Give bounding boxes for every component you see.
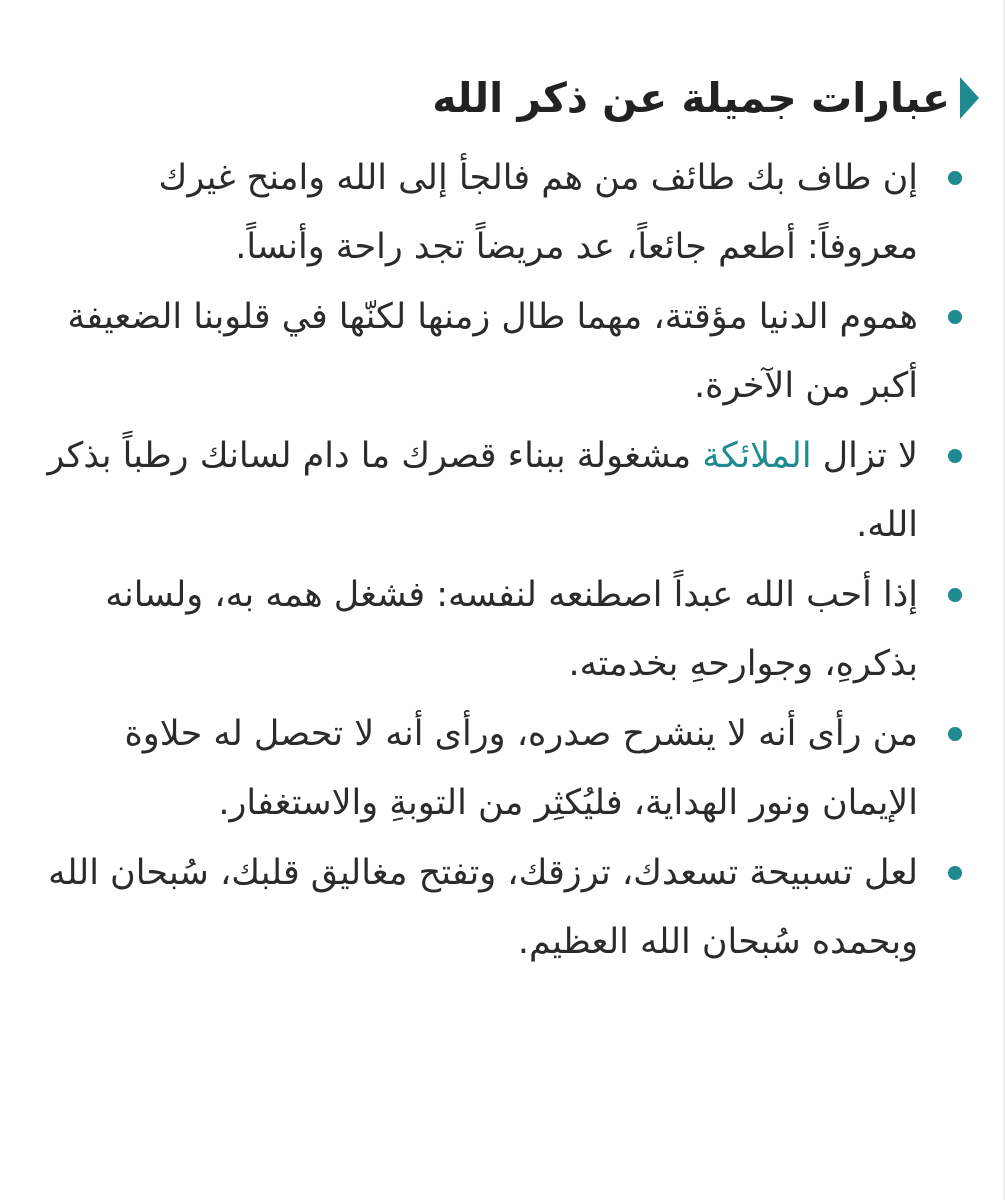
- heading-marker-icon: [960, 77, 979, 119]
- quotes-list: [39, 144, 979, 977]
- bullet-icon: [948, 866, 962, 880]
- quote-text: من رأى أنه لا ينشرح صدره، ورأى أنه لا تحصل له حلاوة الإيمان ونور الهداية، فليُكثِر من التوبةِ والاستغفار.: [124, 714, 918, 823]
- list-item: [39, 144, 979, 282]
- list-item: [39, 283, 979, 421]
- quote-text-start: لا تزال: [811, 436, 918, 476]
- list-item: [39, 839, 979, 977]
- bullet-icon: [948, 171, 962, 185]
- list-item: [39, 422, 979, 560]
- bullet-icon: [948, 588, 962, 602]
- list-item: [39, 561, 979, 699]
- angels-link[interactable]: الملائكة: [702, 436, 812, 476]
- quote-text: إذا أحب الله عبداً اصطنعه لنفسه: فشغل همه به، ولسانه بذكرهِ، وجوارحهِ بخدمته.: [105, 575, 918, 684]
- section-heading: [39, 58, 979, 138]
- quote-text: إن طاف بك طائف من هم فالجأ إلى الله وامنح غيرك معروفاً: أطعم جائعاً، عد مريضاً تجد راحة وأنساً.: [158, 158, 918, 267]
- bullet-icon: [948, 310, 962, 324]
- quote-text: لعل تسبيحة تسعدك، ترزقك، وتفتح مغاليق قلبك، سُبحان الله وبحمده سُبحان الله العظيم.: [48, 853, 918, 962]
- bullet-icon: [948, 449, 962, 463]
- article-section: [39, 58, 979, 978]
- quote-text-end: مشغولة ببناء قصرك ما دام لسانك رطباً بذكر الله.: [47, 436, 918, 545]
- bullet-icon: [948, 727, 962, 741]
- list-item: [39, 700, 979, 838]
- heading-title: عبارات جميلة عن ذكر الله: [432, 73, 950, 122]
- quote-text: هموم الدنيا مؤقتة، مهما طال زمنها لكنّها في قلوبنا الضعيفة أكبر من الآخرة.: [67, 297, 918, 406]
